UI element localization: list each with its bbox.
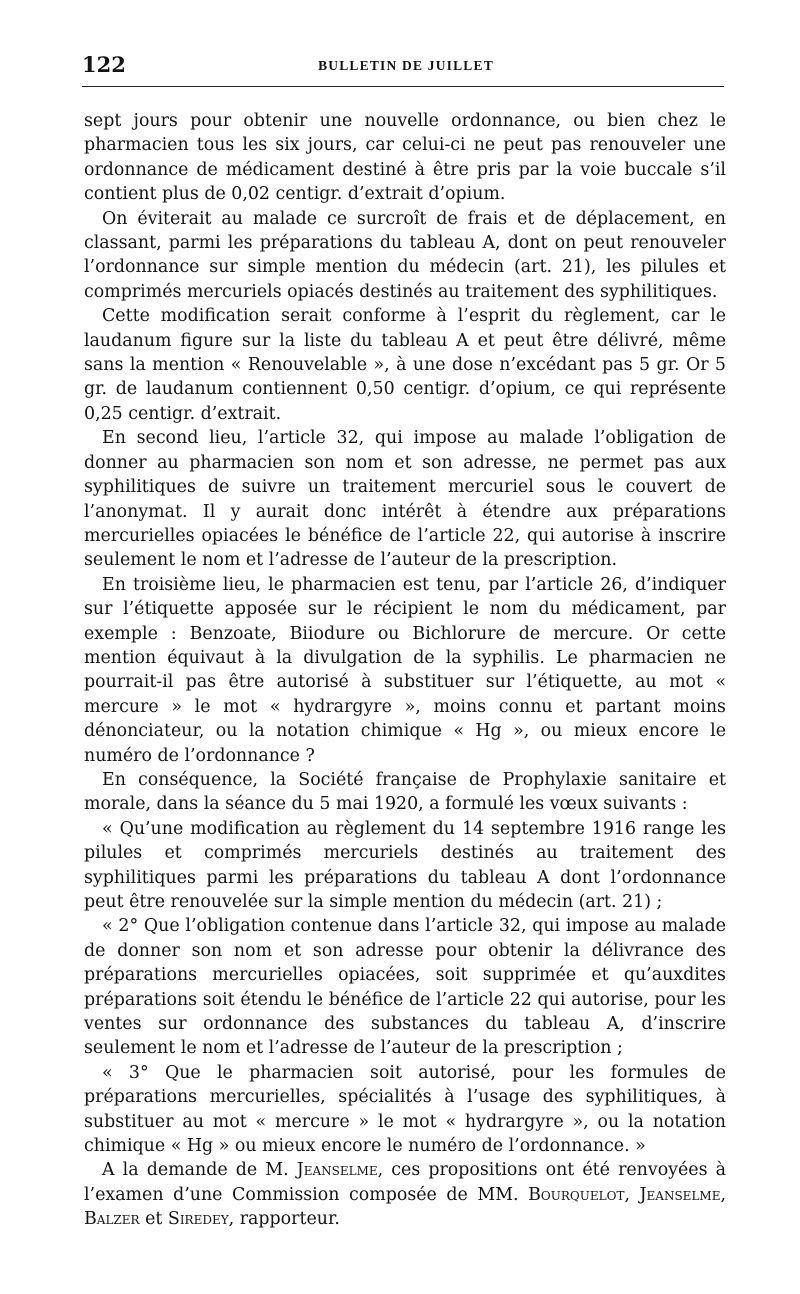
paragraph: En conséquence, la Société française de Prophylaxie sanitaire et morale, dans la séance du 5 mai 1920, a formulé les vœux suivants : [84, 769, 726, 815]
document-page [82, 52, 730, 1230]
person-name: Balzer [84, 1209, 140, 1230]
separator: et [139, 1209, 168, 1230]
person-name: Siredey [167, 1209, 229, 1230]
final-paragraph [84, 1158, 726, 1231]
vow-paragraph: « Qu’une modification au règlement du 14 septembre 1916 range les pilules et comprimés mercuriels destinés au traitement des syphilitiques parmi les préparations du tableau A dont l’ordonnance peut être renouvelée sur la simple mention du médecin (art. 21) ; [84, 818, 726, 912]
person-name: Bourquelot [528, 1184, 625, 1205]
separator: , [624, 1184, 640, 1205]
paragraph: En second lieu, l’article 32, qui impose au malade l’obligation de donner au pharmacien son nom et son adresse, ne permet pas aux syphilitiques de suivre un traitement mercuriel sous le couvert de l’anonymat. Il y aurait donc intérêt à étendre aux préparations mercurielles opiacées le bénéfice de l’article 22, qui autorise à inscrire seulement le nom et l’adresse de l’auteur de la prescription. [84, 428, 726, 571]
paragraph: sept jours pour obtenir une nouvelle ordonnance, ou bien chez le pharmacien tous les six jours, car celui-ci ne peut pas renouveler une ordonnance de médicament destiné à être pris par la voie buccale s’il contient plus de 0,02 centigr. d’extrait d’opium. [84, 111, 726, 205]
page-number: 122 [82, 52, 126, 77]
header-rule [82, 86, 724, 87]
paragraph: En troisième lieu, le pharmacien est tenu, par l’article 26, d’indiquer sur l’étiquette apposée sur le récipient le nom du médicament, par exemple : Benzoate, Biiodure ou Bichlorure de mercure. Or cette mention équivaut à la divulgation de la syphilis. Le pharmacien ne pourrait-il pas être autorisé à substituer sur l’étiquette, au mot « mercure » le mot « hydrargyre », moins connu et partant moins dénonciateur, ou la notation chimique « Hg », ou mieux encore le numéro de l’ordonnance ? [84, 574, 726, 766]
final-text-after: , rapporteur. [228, 1209, 340, 1230]
body-text [84, 109, 726, 1232]
page-header [82, 52, 730, 80]
person-name: Jeanselme [639, 1184, 721, 1205]
separator: , [720, 1184, 726, 1205]
final-text-middle: , ces propositions ont été renvoyées à l’examen d’une Commission composée de MM. [84, 1160, 726, 1205]
paragraph: On éviterait au malade ce surcroît de frais et de déplacement, en classant, parmi les préparations du tableau A, dont on peut renouveler l’ordonnance sur simple mention du médecin (art. 21), les pilules et comprimés mercuriels opiacés destinés au traitement des syphilitiques. [84, 208, 726, 302]
final-text-before: A la demande de M. [102, 1160, 297, 1181]
vow-paragraph: « 2° Que l’obligation contenue dans l’article 32, qui impose au malade de donner son nom et son adresse pour obtenir la délivrance des préparations mercurielles opiacées, soit supprimée et qu’auxdites préparations soit étendu le bénéfice de l’article 22 qui autorise, pour les ventes sur ordonnance des substances du tableau A, d’inscrire seulement le nom et l’adresse de l’auteur de la prescription ; [84, 916, 726, 1059]
vow-paragraph: « 3° Que le pharmacien soit autorisé, pour les formules de préparations mercurielles, spécialités à l’usage des syphilitiques, à substituer au mot « mercure » le mot « hydrargyre », ou la notation chimique « Hg » ou mieux encore le numéro de l’ordonnance. » [84, 1062, 726, 1157]
person-name: Jeanselme [296, 1160, 378, 1181]
paragraph: Cette modification serait conforme à l’esprit du règlement, car le laudanum figure sur la liste du tableau A et peut être délivré, même sans la mention « Renouvelable », à une dose n’excédant pas 5 gr. Or 5 gr. de laudanum contiennent 0,50 centigr. d’opium, ce qui représente 0,25 centigr. d’extrait. [84, 306, 726, 424]
running-head: BULLETIN DE JUILLET [318, 58, 494, 73]
